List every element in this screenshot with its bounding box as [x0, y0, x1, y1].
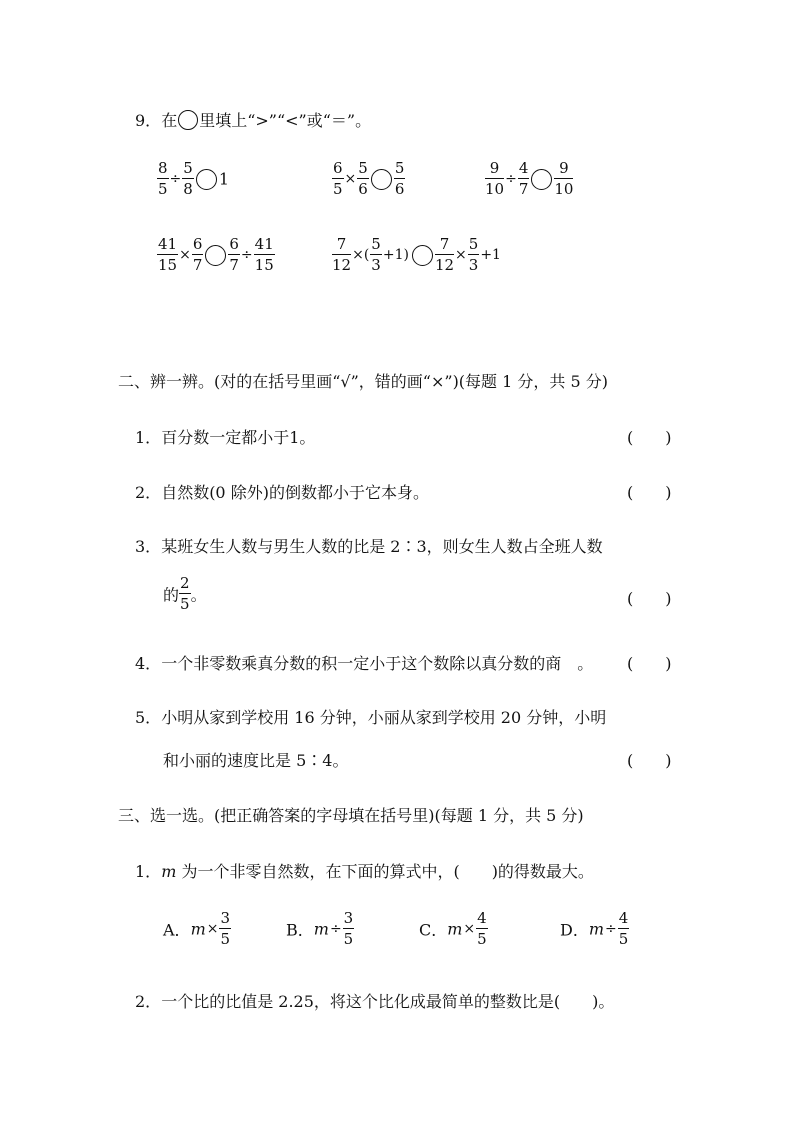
operator: ÷	[329, 921, 342, 937]
operator: ×(	[352, 247, 370, 263]
option-label: C．	[419, 920, 448, 940]
operator: +1)	[382, 247, 409, 263]
judge-item-5-line-2: 和小丽的速度比是 5∶4。	[163, 751, 349, 770]
judge-item-3	[135, 534, 603, 557]
fraction: $\frac{41}{15}$	[254, 235, 274, 274]
item-number: 4．	[135, 654, 162, 673]
compare-item-b	[332, 161, 405, 197]
fraction: $\frac{8}{5}$	[158, 159, 168, 198]
fraction: $\frac{4}{5}$	[618, 909, 629, 948]
choice-question-1	[135, 859, 594, 882]
option-c[interactable]	[419, 911, 488, 947]
item-text: 的	[163, 585, 180, 605]
answer-circle[interactable]	[412, 245, 433, 266]
judge-item-4	[135, 651, 593, 674]
item-number: 2．	[135, 483, 162, 502]
rhs-value: 1	[218, 169, 230, 189]
judge-item-1	[135, 425, 315, 448]
answer-paren[interactable]: ( )	[627, 589, 672, 608]
fraction: $\frac{5}{6}$	[394, 159, 405, 198]
fraction: $\frac{9}{10}$	[485, 159, 505, 198]
option-label: B．	[286, 920, 314, 940]
choice-question-2	[135, 989, 614, 1012]
fraction: $\frac{3}{5}$	[343, 909, 354, 948]
item-text: 某班女生人数与男生人数的比是 2∶3，则女生人数占全班人数	[161, 537, 603, 556]
item-number: 5．	[135, 708, 162, 727]
fraction: $\frac{5}{3}$	[371, 235, 381, 274]
compare-item-c	[485, 161, 573, 197]
operator: ÷	[240, 247, 253, 263]
answer-circle[interactable]	[531, 169, 552, 190]
operator: ÷	[169, 171, 182, 187]
prompt-post: 里填上“>”“<”或“＝”。	[199, 111, 372, 130]
judge-item-5	[135, 705, 606, 728]
answer-paren[interactable]: ( )	[627, 751, 672, 770]
operator: ×	[455, 247, 467, 263]
compare-item-d	[157, 237, 275, 273]
variable: m	[190, 919, 206, 939]
fraction: $\frac{5}{6}$	[358, 159, 368, 198]
option-b[interactable]	[286, 911, 354, 947]
fraction: $\frac{3}{5}$	[220, 909, 231, 948]
option-a[interactable]	[163, 911, 231, 947]
fraction: $\frac{41}{15}$	[158, 235, 178, 274]
judge-item-2	[135, 480, 429, 503]
fraction: $\frac{7}{12}$	[434, 235, 455, 274]
circle-blank-icon	[178, 110, 198, 130]
item-text: 。	[190, 585, 207, 605]
fraction: $\frac{4}{7}$	[518, 159, 529, 198]
operator: ×	[206, 921, 219, 937]
answer-paren[interactable]: ( )	[627, 428, 672, 447]
fraction: $\frac{7}{12}$	[332, 235, 352, 274]
item-text: 为一个非零自然数，在下面的算式中，( )的得数最大。	[176, 862, 594, 881]
item-number: 1．	[135, 862, 162, 881]
compare-item-e	[332, 237, 502, 273]
fraction: $\frac{6}{5}$	[333, 159, 343, 198]
answer-circle[interactable]	[205, 245, 226, 266]
variable: m	[447, 919, 463, 939]
answer-circle[interactable]	[371, 169, 392, 190]
option-label: D．	[560, 920, 589, 940]
fraction: $\frac{2}{5}$	[180, 574, 190, 613]
fraction: $\frac{5}{3}$	[468, 235, 479, 274]
item-text: 自然数(0 除外)的倒数都小于它本身。	[161, 483, 429, 502]
fraction: $\frac{9}{10}$	[554, 159, 574, 198]
operator: ÷	[605, 921, 617, 937]
operator: ÷	[505, 171, 517, 187]
item-text: 小明从家到学校用 16 分钟，小丽从家到学校用 20 分钟，小明	[161, 708, 607, 727]
item-text: 一个非零数乘真分数的积一定小于这个数除以真分数的商 。	[161, 654, 594, 673]
fraction: $\frac{4}{5}$	[477, 909, 487, 948]
item-number: 1．	[135, 428, 162, 447]
fraction: $\frac{6}{7}$	[229, 235, 239, 274]
section-3-title: 三、选一选。(把正确答案的字母填在括号里)(每题 1 分，共 5 分)	[118, 806, 584, 825]
prompt-pre: 在	[161, 111, 178, 130]
fraction: $\frac{6}{7}$	[192, 235, 203, 274]
compare-item-a	[157, 161, 229, 197]
fraction: $\frac{5}{8}$	[183, 159, 193, 198]
item-number: 3．	[135, 537, 162, 556]
question-number: 9．	[135, 111, 162, 130]
answer-paren[interactable]: ( )	[627, 483, 672, 502]
variable: m	[313, 919, 329, 939]
judge-item-3-line-2	[163, 576, 207, 612]
variable: m	[161, 862, 177, 881]
operator: ×	[179, 247, 191, 263]
option-d[interactable]	[560, 911, 629, 947]
item-number: 2．	[135, 992, 162, 1011]
item-text: 百分数一定都小于1。	[161, 428, 316, 447]
question-9-prompt	[135, 108, 371, 131]
operator: ×	[463, 921, 476, 937]
item-text: 一个比的比值是 2.25，将这个比化成最简单的整数比是( )。	[161, 992, 615, 1011]
operator: ×	[344, 171, 357, 187]
section-2-title: 二、辨一辨。(对的在括号里画“√”，错的画“×”)(每题 1 分，共 5 分)	[118, 372, 608, 391]
option-label: A．	[163, 920, 191, 940]
answer-paren[interactable]: ( )	[627, 654, 672, 673]
operator: +1	[480, 247, 501, 263]
answer-circle[interactable]	[196, 169, 217, 190]
variable: m	[588, 919, 605, 939]
